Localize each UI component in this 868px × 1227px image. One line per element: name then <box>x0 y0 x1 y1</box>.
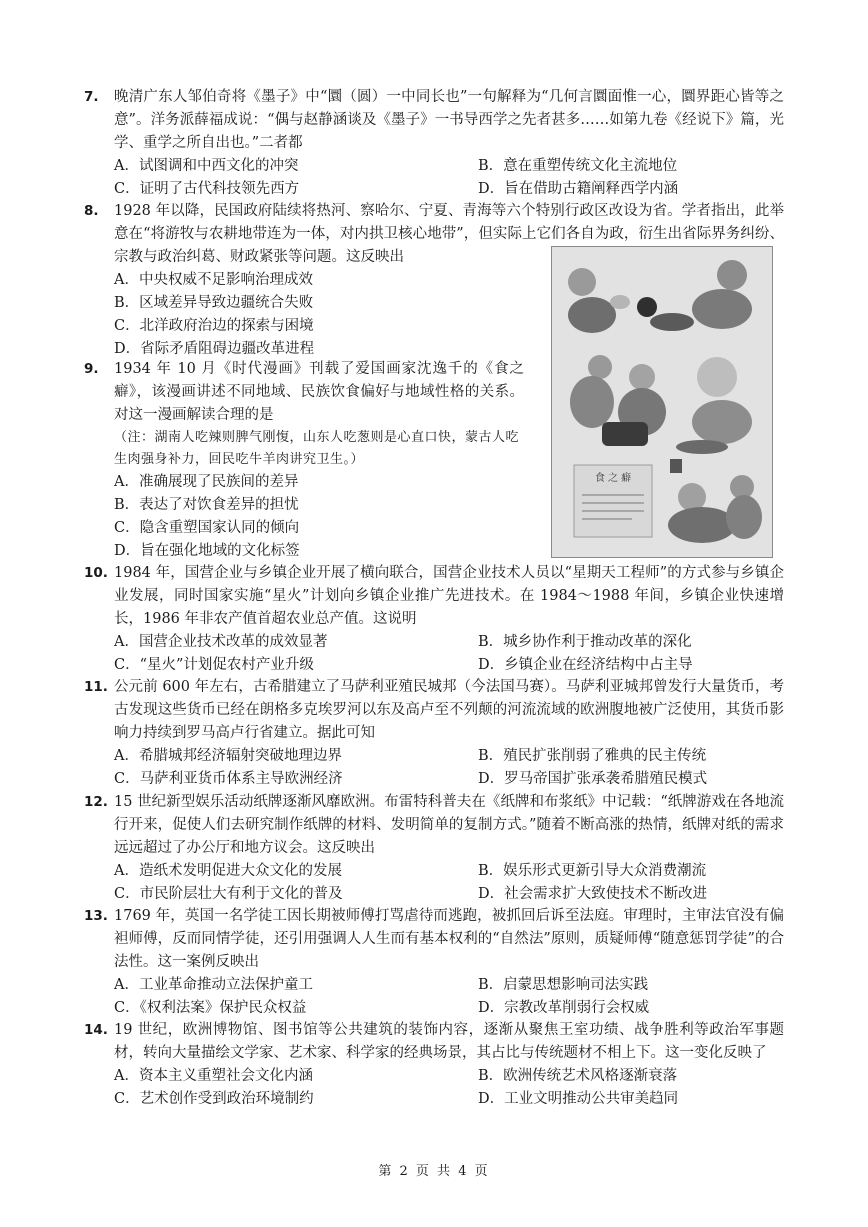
option-b[interactable]: B．欧洲传统艺术风格逐渐衰落 <box>478 1068 678 1084</box>
option-b[interactable]: B．城乡协作利于推动改革的深化 <box>478 634 692 650</box>
question-stem: 15 世纪新型娱乐活动纸牌逐渐风靡欧洲。布雷特科普夫在《纸牌和布浆纸》中记载：“纸牌游戏在各地流行开来，促使人们去研究制作纸牌的材料、发明简单的复制方式。”随着不断高涨的热情，纸牌对纸的需求远远超过了办公厅和地方议会。这反映出 <box>114 794 784 856</box>
option-c[interactable]: C．马萨利亚货币体系主导欧洲经济 <box>114 771 343 787</box>
option-b[interactable]: B．意在重塑传统文化主流地位 <box>478 158 678 174</box>
option-b[interactable]: B．启蒙思想影响司法实践 <box>478 977 649 993</box>
option-d[interactable]: D．省际矛盾阻碍边疆改革进程 <box>114 341 315 357</box>
options <box>114 155 784 201</box>
question-number: 7. <box>84 89 99 105</box>
option-d[interactable]: D．旨在强化地域的文化标签 <box>114 543 300 559</box>
option-b[interactable]: B．表达了对饮食差异的担忧 <box>114 497 299 513</box>
question-number: 13. <box>84 908 108 924</box>
question-number: 12. <box>84 794 108 810</box>
question-14 <box>84 1019 784 1111</box>
option-d[interactable]: D．乡镇企业在经济结构中占主导 <box>478 657 693 673</box>
cartoon-caption: 食 之 癖 <box>594 473 632 484</box>
option-c[interactable]: C．北洋政府治边的探索与困境 <box>114 318 314 334</box>
option-d[interactable]: D．宗教改革削弱行会权威 <box>478 1000 650 1016</box>
question-number: 11. <box>84 679 108 695</box>
option-c[interactable]: C．证明了古代科技领先西方 <box>114 181 300 197</box>
question-stem: 1984 年，国营企业与乡镇企业开展了横向联合，国营企业技术人员以“星期天工程师”的方式参与乡镇企业发展，同时国家实施“星火”计划向乡镇企业推广先进技术。在 1984～1988 年间，乡镇企业快速增长，1986 年非农产值首超农业总产值。这说明 <box>114 565 784 627</box>
question-11 <box>84 676 784 791</box>
cartoon-illustration <box>552 247 772 557</box>
question-stem: 公元前 600 年左右，古希腊建立了马萨利亚殖民城邦（今法国马赛）。马萨利亚城邦曾发行大量货币，考古发现这些货币已经在朗格多克埃罗河以东及高卢至不列颠的河流流域的欧洲腹地被广泛使用，其货币影响力持续到罗马高卢行省建立。据此可知 <box>114 679 784 741</box>
option-a[interactable]: A．试图调和中西文化的冲突 <box>114 158 299 174</box>
question-stem: 1934 年 10 月《时代漫画》刊载了爱国画家沈逸千的《食之癖》，该漫画讲述不同地域、民族饮食偏好与地域性格的关系。对这一漫画解读合理的是 <box>114 361 524 423</box>
option-b[interactable]: B．区域差异导致边疆统合失败 <box>114 295 314 311</box>
option-c[interactable]: C．隐含重塑国家认同的倾向 <box>114 520 300 536</box>
options <box>114 860 784 906</box>
question-stem: 19 世纪，欧洲博物馆、图书馆等公共建筑的装饰内容，逐渐从聚焦王室功绩、战争胜利等政治军事题材，转向大量描绘文学家、艺术家、科学家的经典场景，其占比与传统题材不相上下。这一变化反映了 <box>114 1022 784 1061</box>
option-c[interactable]: C．艺术创作受到政治环境制约 <box>114 1091 314 1107</box>
option-b[interactable]: B．娱乐形式更新引导大众消费潮流 <box>478 863 707 879</box>
question-number: 9. <box>84 361 99 377</box>
option-a[interactable]: A．中央权威不足影响治理成效 <box>114 272 313 288</box>
option-c[interactable]: C．市民阶层壮大有利于文化的普及 <box>114 886 343 902</box>
question-stem: 1928 年以降，民国政府陆续将热河、察哈尔、宁夏、青海等六个特别行政区改设为省。学者指出，此举意在“将游牧与农耕地带连为一体，对内拱卫核心地带”，但实际上它们各自为政，衍生出省际界务纠纷、宗教与政治纠葛、财政紧张等问题。这反映出 <box>114 203 784 265</box>
option-b[interactable]: B．殖民扩张削弱了雅典的民主传统 <box>478 748 707 764</box>
options <box>114 471 524 563</box>
question-12 <box>84 791 784 906</box>
option-a[interactable]: A．希腊城邦经济辐射突破地理边界 <box>114 748 342 764</box>
cartoon-image <box>551 246 773 558</box>
options <box>114 974 784 1020</box>
option-a[interactable]: A．国营企业技术改革的成效显著 <box>114 634 328 650</box>
page-footer: 第 2 页 共 4 页 <box>378 1164 490 1179</box>
option-a[interactable]: A．工业革命推动立法保护童工 <box>114 977 313 993</box>
question-number: 10. <box>84 565 108 581</box>
option-c[interactable]: C．《权利法案》保护民众权益 <box>114 1000 307 1016</box>
options <box>114 745 784 791</box>
options <box>114 1065 784 1111</box>
option-d[interactable]: D．社会需求扩大致使技术不断改进 <box>478 886 708 902</box>
question-number: 14. <box>84 1022 108 1038</box>
question-number: 8. <box>84 203 99 219</box>
question-13 <box>84 905 784 1020</box>
options <box>114 631 784 677</box>
question-9 <box>84 358 524 563</box>
option-c[interactable]: C．“星火”计划促农村产业升级 <box>114 657 314 673</box>
option-d[interactable]: D．工业文明推动公共审美趋同 <box>478 1091 679 1107</box>
question-stem: 晚清广东人邹伯奇将《墨子》中“圜（圆）一中同长也”一句解释为“几何言圜面惟一心，圜界距心皆等之意”。洋务派薛福成说：“偶与赵静涵谈及《墨子》一书导西学之先者甚多……如第九卷《经说下》篇，光学、重学之所自出也。”二者都 <box>114 89 784 151</box>
question-note: （注：湖南人吃辣则脾气刚愎，山东人吃葱则是心直口快，蒙古人吃生肉强身补力，回民吃牛羊肉讲究卫生。） <box>114 430 520 467</box>
option-a[interactable]: A．资本主义重塑社会文化内涵 <box>114 1068 313 1084</box>
option-d[interactable]: D．罗马帝国扩张承袭希腊殖民模式 <box>478 771 708 787</box>
question-stem: 1769 年，英国一名学徒工因长期被师傅打骂虐待而逃跑，被抓回后诉至法庭。审理时，主审法官没有偏袒师傅，反而同情学徒，还引用强调人人生而有基本权利的“自然法”原则，质疑师傅“随意惩罚学徒”的合法性。这一案例反映出 <box>114 908 784 970</box>
option-d[interactable]: D．旨在借助古籍阐释西学内涵 <box>478 181 679 197</box>
option-a[interactable]: A．准确展现了民族间的差异 <box>114 474 299 490</box>
option-a[interactable]: A．造纸术发明促进大众文化的发展 <box>114 863 342 879</box>
question-7 <box>84 86 784 201</box>
question-10 <box>84 562 784 677</box>
